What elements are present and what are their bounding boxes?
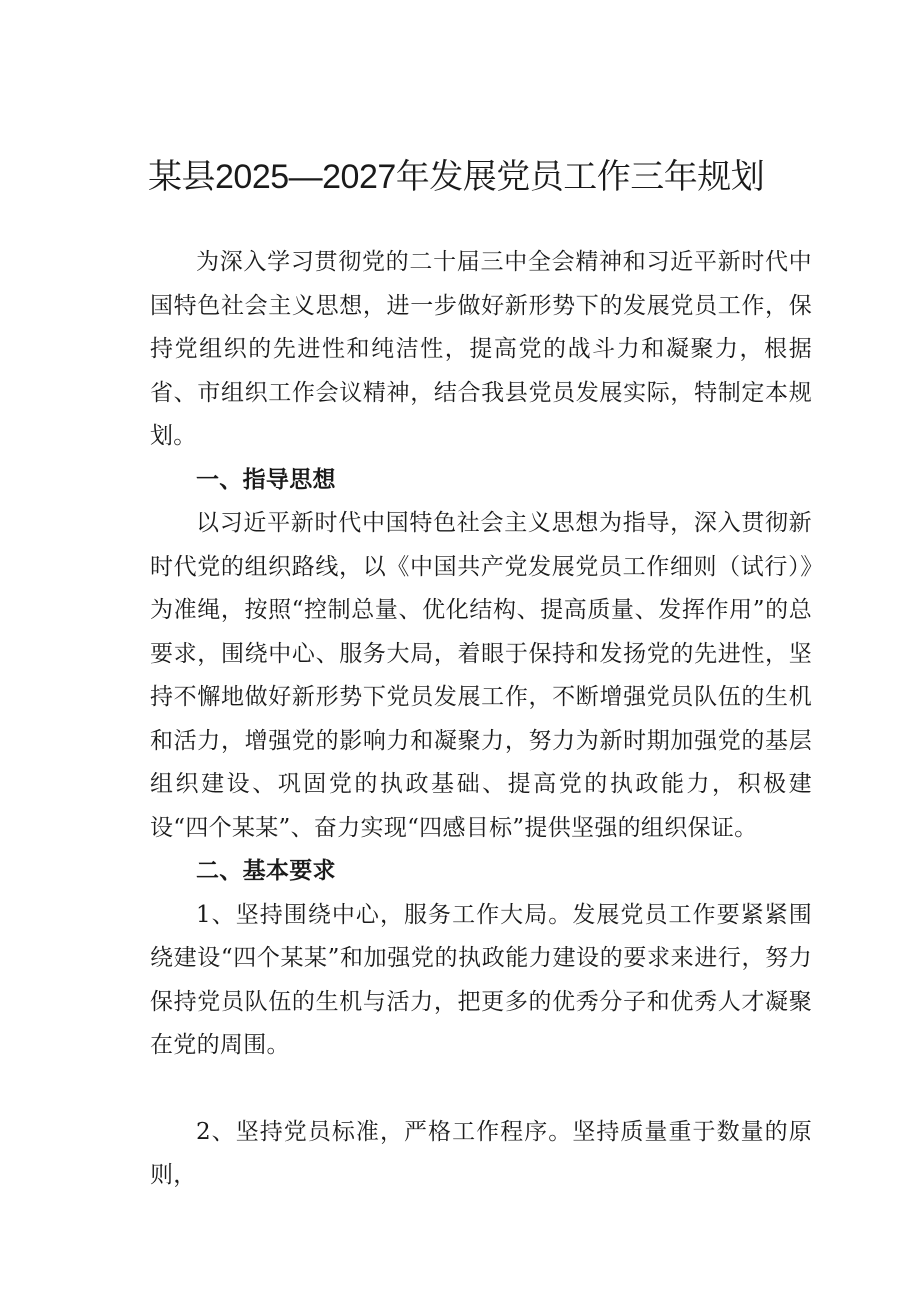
section-heading-guiding-ideology: 一、指导思想 <box>196 466 336 493</box>
document-title: 某县2025—2027年发展党员工作三年规划 <box>148 158 765 196</box>
requirement-item-2: 2、坚持党员标准，严格工作程序。坚持质量重于数量的原则， <box>150 1118 812 1188</box>
section-heading-basic-requirements: 二、基本要求 <box>196 858 336 884</box>
requirement-item-1: 1、坚持围绕中心，服务工作大局。发展党员工作要紧紧围绕建设“四个某某”和加强党的执政能力建设的要求来进行，努力保持党员队伍的生机与活力，把更多的优秀分子和优秀人才凝聚在党的周围。 <box>150 901 812 1058</box>
intro-paragraph: 为深入学习贯彻党的二十届三中全会精神和习近平新时代中国特色社会主义思想，进一步做好新形势下的发展党员工作，保持党组织的先进性和纯洁性，提高党的战斗力和凝聚力，根据省、市组织工作会议精神，结合我县党员发展实际，特制定本规划。 <box>150 249 812 449</box>
document-body <box>150 241 812 1198</box>
paragraph-spacer <box>150 1068 812 1111</box>
section-guiding-ideology-paragraph: 以习近平新时代中国特色社会主义思想为指导，深入贯彻新时代党的组织路线，以《中国共产党发展党员工作细则（试行）》为准绳，按照“控制总量、优化结构、提高质量、发挥作用”的总要求，围绕中心、服务大局，着眼于保持和发扬党的先进性，坚持不懈地做好新形势下党员发展工作，不断增强党员队伍的生机和活力，增强党的影响力和凝聚力，努力为新时期加强党的基层组织建设、巩固党的执政基础、提高党的执政能力，积极建设“四个某某”、奋力实现“四感目标”提供坚强的组织保证。 <box>150 510 812 841</box>
